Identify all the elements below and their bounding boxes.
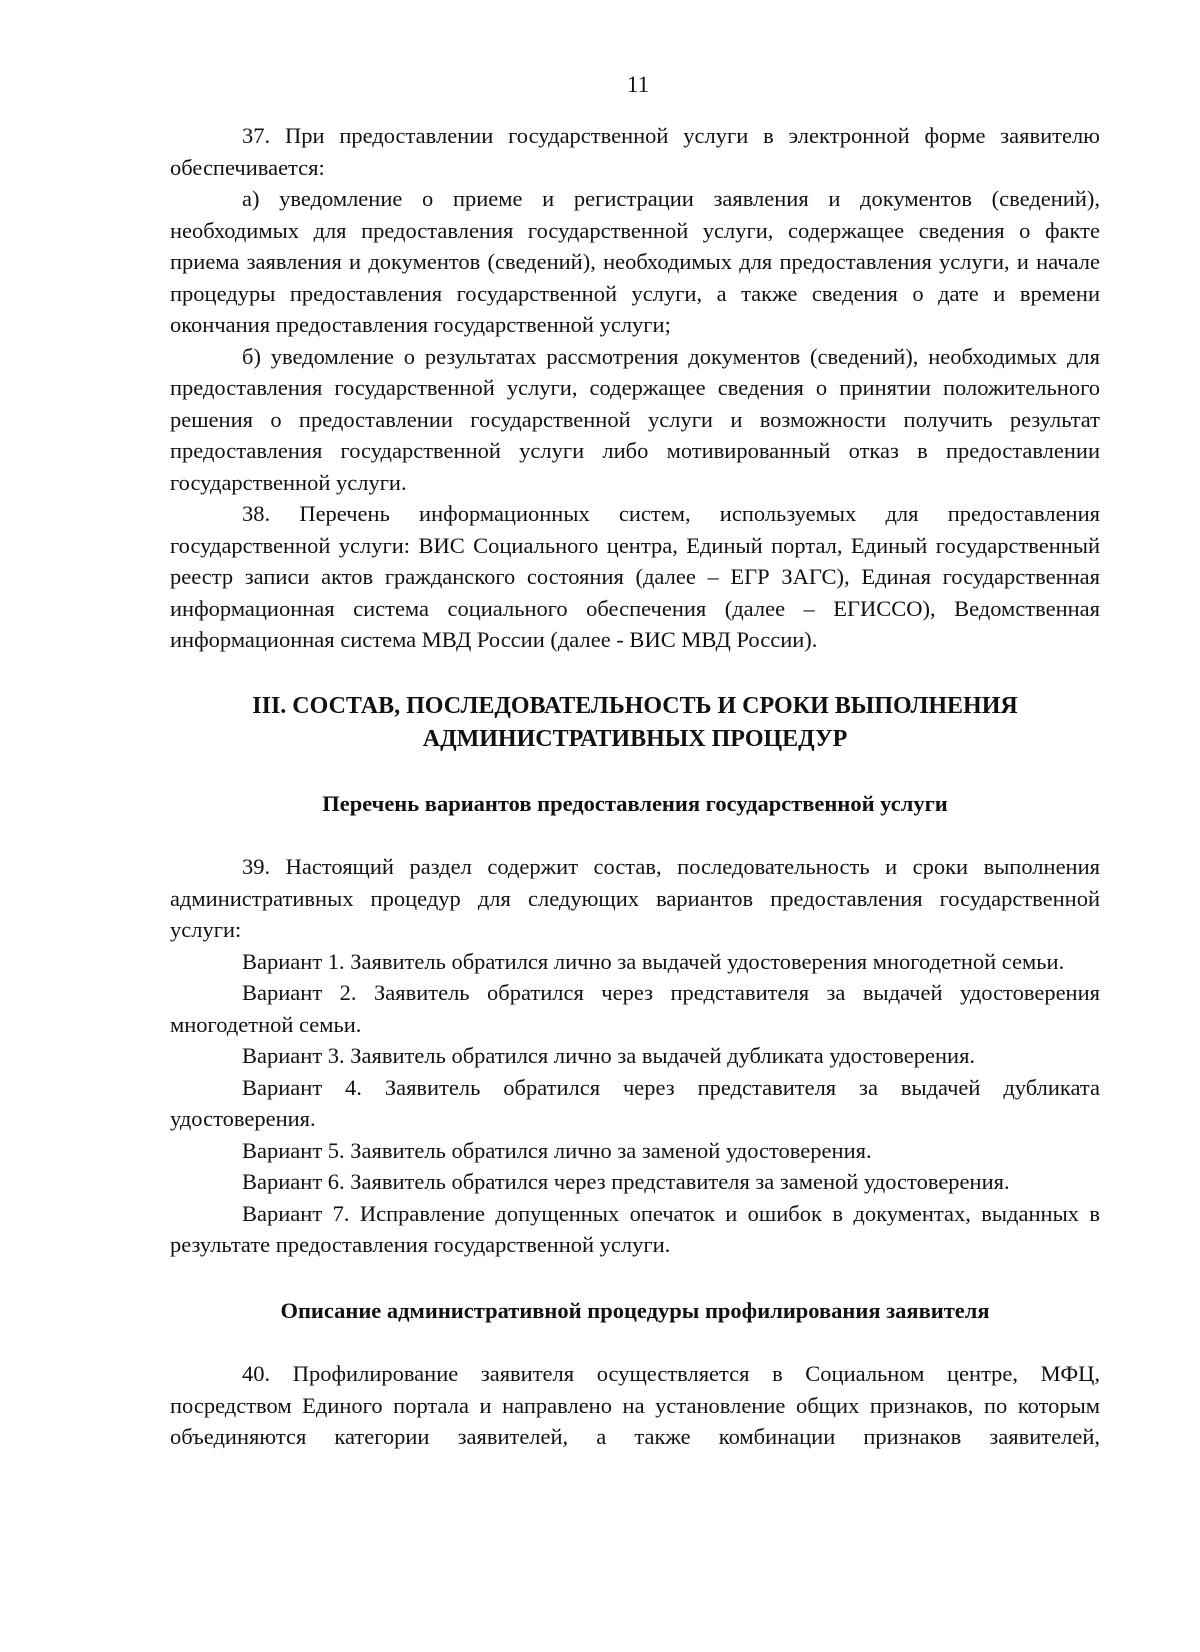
paragraph-39: 39. Настоящий раздел содержит состав, последовательность и сроки выполнения административных процедур для следующих вариантов предоставления государственной услуги: xyxy=(170,854,1100,942)
paragraph-40: 40. Профилирование заявителя осуществляется в Социальном центре, МФЦ, посредством Единого портала и направлено на установление общих признаков, по которым объединяются категории заявителей, а также комбинации признаков заявителей, xyxy=(170,1361,1100,1449)
section-heading-line-1: III. СОСТАВ, ПОСЛЕДОВАТЕЛЬНОСТЬ И СРОКИ ВЫПОЛНЕНИЯ xyxy=(252,692,1018,719)
paragraph-37: 37. При предоставлении государственной услуги в электронной форме заявителю обеспечивается: xyxy=(170,123,1100,180)
subheading-profiling: Описание административной процедуры профилирования заявителя xyxy=(280,1297,990,1323)
paragraph-37-b: б) уведомление о результатах рассмотрения документов (сведений), необходимых для предоставления государственной услуги, содержащее сведения о принятии положительного решения о предоставлении государственной услуги и возможности получить результат предоставления государственной услуги либо мотивированный отказ в предоставлении государственной услуги. xyxy=(170,343,1100,495)
variant-7: Вариант 7. Исправление допущенных опечаток и ошибок в документах, выданных в результате предоставления государственной услуги. xyxy=(170,1200,1100,1257)
document-body xyxy=(170,120,1100,1453)
subheading-variants: Перечень вариантов предоставления государственной услуги xyxy=(322,790,948,816)
variant-5: Вариант 5. Заявитель обратился лично за заменой удостоверения. xyxy=(242,1137,872,1163)
section-heading xyxy=(170,690,1100,756)
section-heading-line-2: АДМИНИСТРАТИВНЫХ ПРОЦЕДУР xyxy=(422,725,848,752)
page-number: 11 xyxy=(626,72,650,97)
variant-2: Вариант 2. Заявитель обратился через представителя за выдачей удостоверения многодетной семьи. xyxy=(170,980,1100,1037)
paragraph-38: 38. Перечень информационных систем, используемых для предоставления государственной услуги: ВИС Социального центра, Единый портал, Единый государственный реестр записи актов гражданского состояния (далее – ЕГР ЗАГС), Единая государственная информационная система социального обеспечения (далее – ЕГИССО), Ведомственная информационная система МВД России (далее - ВИС МВД России). xyxy=(170,501,1100,652)
variant-3: Вариант 3. Заявитель обратился лично за выдачей дубликата удостоверения. xyxy=(242,1043,976,1068)
variant-4: Вариант 4. Заявитель обратился через представителя за выдачей дубликата удостоверения. xyxy=(170,1074,1100,1131)
variant-1: Вариант 1. Заявитель обратился лично за выдачей удостоверения многодетной семьи. xyxy=(242,948,1065,974)
paragraph-37-a: а) уведомление о приеме и регистрации заявления и документов (сведений), необходимых для предоставления государственной услуги, содержащее сведения о факте приема заявления и документов (сведений), необходимых для предоставления услуги, и начале процедуры предоставления государственной услуги, а также сведения о дате и времени окончания предоставления государственной услуги; xyxy=(170,186,1100,337)
variant-6: Вариант 6. Заявитель обратился через представителя за заменой удостоверения. xyxy=(242,1169,1010,1194)
